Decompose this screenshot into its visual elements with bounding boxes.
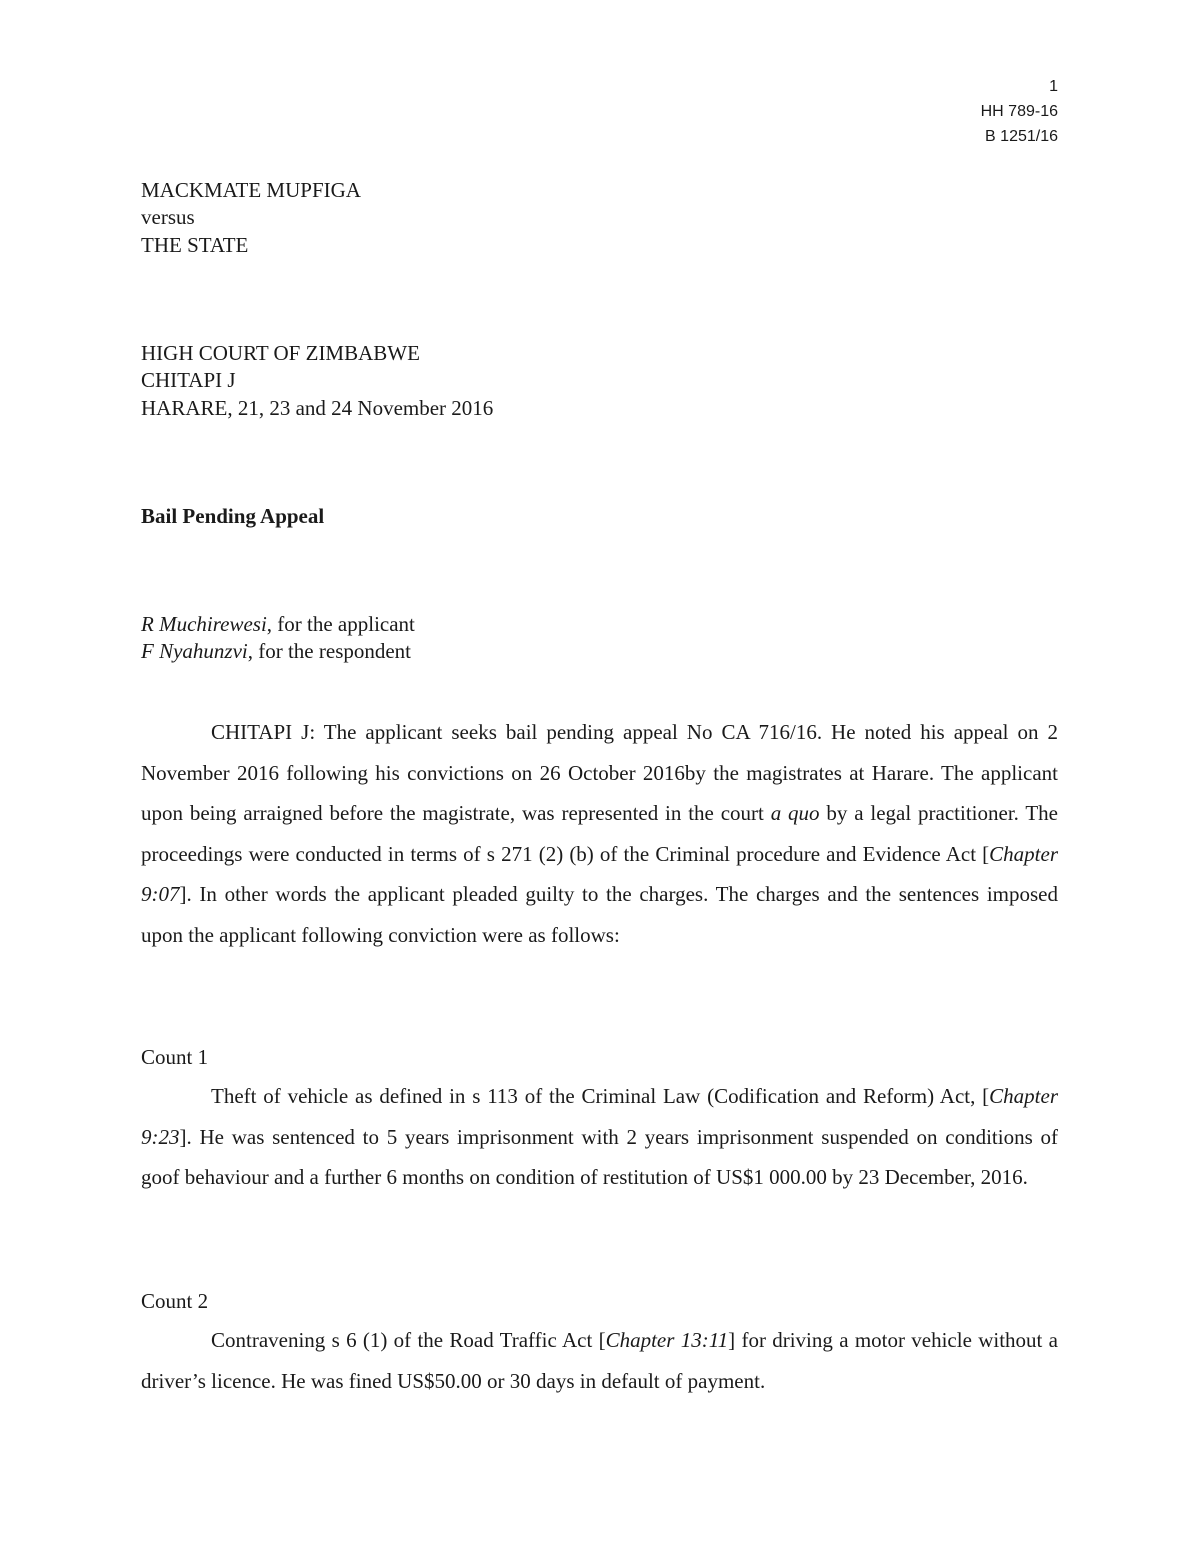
versus-label: versus: [141, 205, 195, 229]
court-name: HIGH COURT OF ZIMBABWE: [141, 341, 420, 365]
judgment-italic-a-quo: a quo: [770, 801, 820, 826]
count-1-text-a: Theft of vehicle as defined in s 113 of the Criminal Law (Codification and Reform) Act, [: [211, 1084, 990, 1108]
bail-reference: B 1251/16: [985, 128, 1058, 145]
count-2-italic-chapter: Chapter 13:11: [605, 1328, 729, 1352]
count-2-paragraph: [141, 1320, 1058, 1401]
applicant-counsel: [141, 612, 415, 637]
count-1-text-b: ]. He was sentenced to 5 years imprisonment with 2 years imprisonment suspended on conditions of goof behaviour and a further 6 months on condition of restitution of US$1 000.00 by 23 December, 2016.: [141, 1124, 1058, 1190]
respondent-counsel-role: , for the respondent: [247, 639, 412, 663]
document-heading: Bail Pending Appeal: [141, 504, 325, 528]
judgment-italic-chapter: Chapter 9:07: [141, 841, 1058, 907]
judgment-text-a: CHITAPI J: The applicant seeks bail pending appeal No CA 716/16. He noted his appeal on 2 November 2016 following his convictions on 26 October 2016by the magistrates at Harare. The applicant upon being arraigned before the magistrate, was represented in the court: [141, 720, 1058, 826]
count-1-paragraph: [141, 1076, 1058, 1198]
count-2-label: Count 2: [141, 1289, 209, 1313]
judgment-text-b: by a legal practitioner. The proceedings were conducted in terms of s 271 (2) (b) of the Criminal procedure and Evidence Act [: [141, 801, 1059, 866]
judgment-text-c: ]. In other words the applicant pleaded guilty to the charges. The charges and the sentences imposed upon the applicant following conviction were as follows:: [141, 882, 1058, 947]
respondent-name: THE STATE: [141, 233, 249, 257]
judgment-paragraph: [141, 712, 1058, 956]
applicant-name: MACKMATE MUPFIGA: [141, 178, 361, 202]
page-header: [981, 74, 1058, 149]
respondent-counsel-name: F Nyahunzvi: [141, 639, 248, 663]
page-number: 1: [1049, 78, 1058, 95]
case-reference: HH 789-16: [980, 103, 1058, 120]
judge-name: CHITAPI J: [141, 368, 236, 392]
count-2-text-b: ] for driving a motor vehicle without a driver’s licence. He was fined US$50.00 or 30 days in default of payment.: [141, 1328, 1058, 1393]
count-1-italic-chapter: Chapter 9:23: [141, 1084, 1058, 1149]
count-2-text-a: Contravening s 6 (1) of the Road Traffic Act [: [211, 1328, 606, 1352]
respondent-counsel: [141, 639, 411, 664]
applicant-counsel-name: R Muchirewesi: [141, 612, 267, 636]
count-1-label: Count 1: [141, 1045, 209, 1069]
place-and-dates: HARARE, 21, 23 and 24 November 2016: [141, 396, 494, 420]
applicant-counsel-role: , for the applicant: [266, 612, 415, 636]
